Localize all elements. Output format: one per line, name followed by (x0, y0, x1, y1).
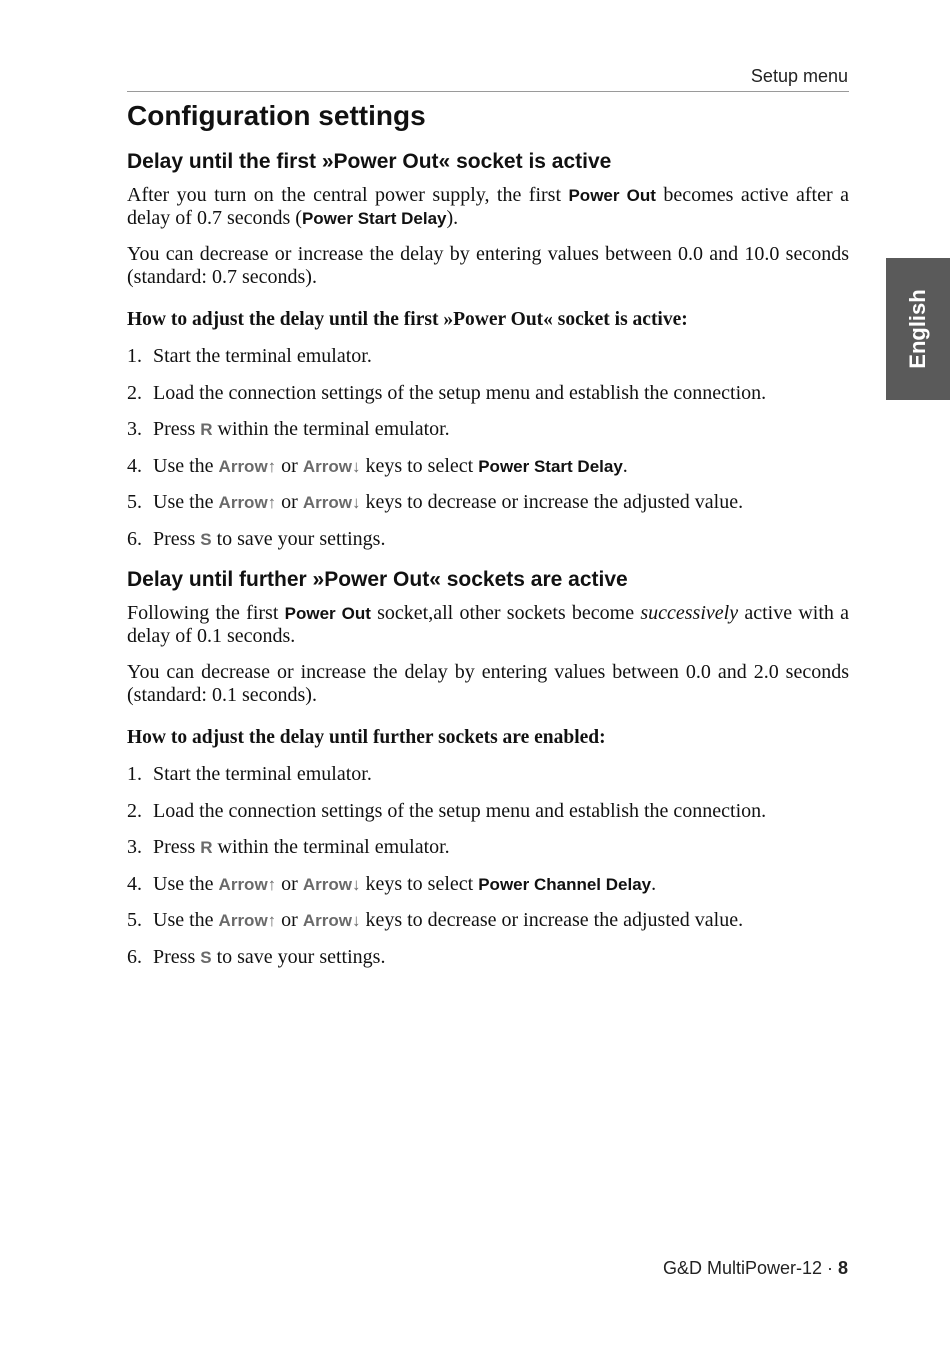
text-run: socket,all other sockets become (370, 601, 641, 624)
text-run: or (276, 491, 303, 514)
list-item (127, 528, 849, 551)
page-content (127, 98, 849, 983)
list-item (127, 345, 849, 368)
text-run: or (276, 909, 303, 932)
key-arrow-up: Arrow↑ (218, 911, 277, 931)
text-run: Use the (153, 454, 219, 477)
text-run: Following the first (127, 601, 285, 624)
list-item (127, 836, 849, 859)
list-item (127, 455, 849, 478)
page-title: Configuration settings (127, 100, 426, 131)
text-run: to save your settings. (211, 527, 386, 550)
text-run: keys to decrease or increase the adjusted value. (360, 909, 744, 932)
text-run: Press (153, 945, 201, 968)
step-number: 4. (127, 454, 142, 477)
text-run: to save your settings. (211, 945, 386, 968)
step-number: 2. (127, 381, 142, 404)
text-run: Press (153, 418, 201, 441)
key-arrow-up: Arrow↑ (218, 456, 277, 476)
list-item (127, 418, 849, 441)
header-rule (127, 91, 849, 92)
page-footer (663, 1258, 848, 1279)
section1-paragraph-2: You can decrease or increase the delay by entering values between 0.0 and 10.0 seconds (standard: 0.7 seconds). (127, 243, 849, 288)
text-run: ). (446, 207, 459, 229)
key-arrow-down: Arrow↓ (302, 493, 361, 513)
step-number: 5. (127, 491, 142, 514)
header-section-title: Setup menu (750, 66, 848, 86)
text-run: Load the connection settings of the setup menu and establish the connection. (153, 799, 767, 822)
list-item (127, 382, 849, 405)
section1-steps (127, 345, 849, 551)
list-item (127, 946, 849, 969)
step-number: 5. (127, 909, 142, 932)
text-run: Start the terminal emulator. (153, 345, 372, 367)
text-run: Load the connection settings of the setup menu and establish the connection. (153, 381, 767, 404)
section1-procedure-title: How to adjust the delay until the first »Power Out« socket is active: (127, 309, 688, 330)
text-run: Press (153, 836, 201, 859)
footer-product: G&D MultiPower-12 · (662, 1258, 838, 1278)
step-number: 4. (127, 872, 142, 895)
section2-paragraph-1 (127, 602, 849, 648)
text-run: becomes active after a delay of 0.7 seconds ( (127, 184, 849, 229)
key-s: S (200, 947, 212, 967)
key-arrow-up: Arrow↑ (218, 874, 277, 894)
text-run: Use the (153, 872, 219, 895)
list-item (127, 763, 849, 786)
key-r: R (200, 420, 213, 440)
term-power-start-delay: Power Start Delay (478, 456, 623, 476)
text-run: keys to select (360, 454, 479, 477)
key-arrow-down: Arrow↓ (302, 456, 361, 476)
text-run: Start the terminal emulator. (153, 762, 372, 785)
section2-paragraph-2: You can decrease or increase the delay by entering values between 0.0 and 2.0 seconds (standard: 0.1 seconds). (127, 660, 849, 706)
text-run: . (651, 872, 657, 895)
list-item (127, 909, 849, 932)
text-run: After you turn on the central power supply, the first (127, 184, 569, 206)
emphasis-successively: successively (640, 601, 739, 624)
language-tab (886, 258, 950, 400)
step-number: 1. (127, 345, 142, 367)
text-run: Use the (153, 909, 219, 932)
section-heading-further-sockets: Delay until further »Power Out« sockets are active (127, 567, 628, 591)
text-run: keys to decrease or increase the adjusted value. (360, 491, 744, 514)
page-number: 8 (837, 1258, 848, 1278)
step-number: 1. (127, 762, 142, 785)
list-item (127, 800, 849, 823)
text-run: Press (153, 527, 201, 550)
text-run: or (276, 454, 303, 477)
text-run: or (276, 872, 303, 895)
step-number: 3. (127, 418, 142, 441)
key-arrow-up: Arrow↑ (218, 493, 277, 513)
text-run: active with a delay of 0.1 seconds. (127, 601, 850, 647)
key-arrow-down: Arrow↓ (302, 874, 361, 894)
step-number: 6. (127, 527, 142, 550)
section2-steps (127, 763, 849, 969)
text-run: Use the (153, 491, 219, 514)
section1-paragraph-1 (127, 184, 849, 230)
language-tab-label: English (905, 289, 930, 369)
text-run: within the terminal emulator. (212, 418, 450, 441)
step-number: 2. (127, 799, 142, 822)
step-number: 6. (127, 945, 142, 968)
term-power-channel-delay: Power Channel Delay (478, 874, 652, 894)
term-power-out: Power Out (568, 186, 656, 205)
key-s: S (200, 529, 212, 549)
key-arrow-down: Arrow↓ (302, 911, 361, 931)
list-item (127, 491, 849, 514)
term-power-start-delay: Power Start Delay (301, 209, 447, 228)
section-heading-first-socket: Delay until the first »Power Out« socket is active (127, 150, 612, 173)
term-power-out: Power Out (284, 603, 371, 623)
step-number: 3. (127, 836, 142, 859)
section2-procedure-title: How to adjust the delay until further sockets are enabled: (127, 726, 606, 748)
text-run: within the terminal emulator. (212, 836, 450, 859)
text-run: keys to select (360, 872, 479, 895)
key-r: R (200, 838, 213, 858)
text-run: . (622, 454, 628, 477)
list-item (127, 873, 849, 896)
